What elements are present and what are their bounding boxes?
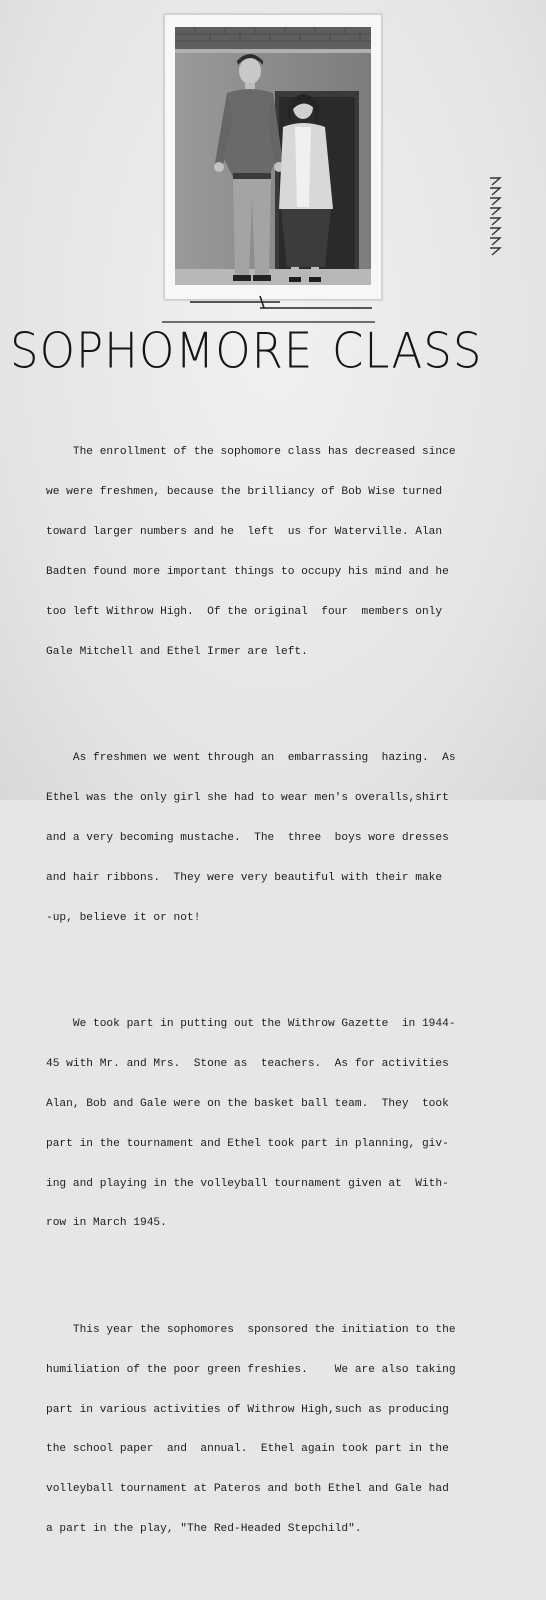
text-line: We took part in putting out the Withrow Gazette in 1944-	[46, 1017, 456, 1030]
text-line: 45 with Mr. and Mrs. Stone as teachers. As for activities	[46, 1057, 449, 1070]
text-line: As freshmen we went through an embarrassing hazing. As	[46, 752, 456, 765]
text-line: Alan, Bob and Gale were on the basket ball team. They took	[46, 1097, 449, 1110]
photo-frame	[164, 14, 382, 300]
paragraph-hazing	[46, 725, 516, 951]
text-line: and a very becoming mustache. The three boys wore dresses	[46, 831, 449, 844]
text-line: part in various activities of Withrow High,such as producing	[46, 1403, 449, 1416]
text-line: a part in the play, "The Red-Headed Stepchild".	[46, 1523, 362, 1536]
paragraph-this-year	[46, 1297, 516, 1563]
text-line: Ethel was the only girl she had to wear men's overalls,shirt	[46, 791, 449, 804]
text-line: we were freshmen, because the brilliancy of Bob Wise turned	[46, 486, 443, 499]
section-heading	[0, 322, 546, 382]
heading-sophomore: SOPHOMORE	[10, 322, 314, 380]
paragraph-enrollment	[46, 420, 516, 686]
text-line: ing and playing in the volleyball tournament given at With-	[46, 1177, 449, 1190]
text-line: row in March 1945.	[46, 1217, 167, 1230]
article-body	[46, 393, 516, 1600]
text-line: The enrollment of the sophomore class has decreased since	[46, 446, 456, 459]
text-line: Gale Mitchell and Ethel Irmer are left.	[46, 645, 308, 658]
text-line: -up, believe it or not!	[46, 911, 201, 924]
text-line: humiliation of the poor green freshies. We are also taking	[46, 1363, 456, 1376]
text-line: too left Withrow High. Of the original four members only	[46, 605, 443, 618]
photo-illustration	[175, 27, 371, 285]
text-line: part in the tournament and Ethel took part in planning, giv-	[46, 1137, 449, 1150]
text-line: the school paper and annual. Ethel again took part in the	[46, 1443, 449, 1456]
text-line: Badten found more important things to occupy his mind and he	[46, 565, 449, 578]
heading-class: CLASS	[332, 322, 483, 380]
paragraph-activities	[46, 991, 516, 1257]
couple-photo	[175, 27, 371, 285]
text-line: volleyball tournament at Pateros and both Ethel and Gale had	[46, 1483, 449, 1496]
text-line: This year the sophomores sponsored the initiation to the	[46, 1323, 456, 1336]
text-line: toward larger numbers and he left us for Waterville. Alan	[46, 525, 443, 538]
decorative-marks	[486, 176, 506, 266]
text-line: and hair ribbons. They were very beautiful with their make	[46, 871, 443, 884]
